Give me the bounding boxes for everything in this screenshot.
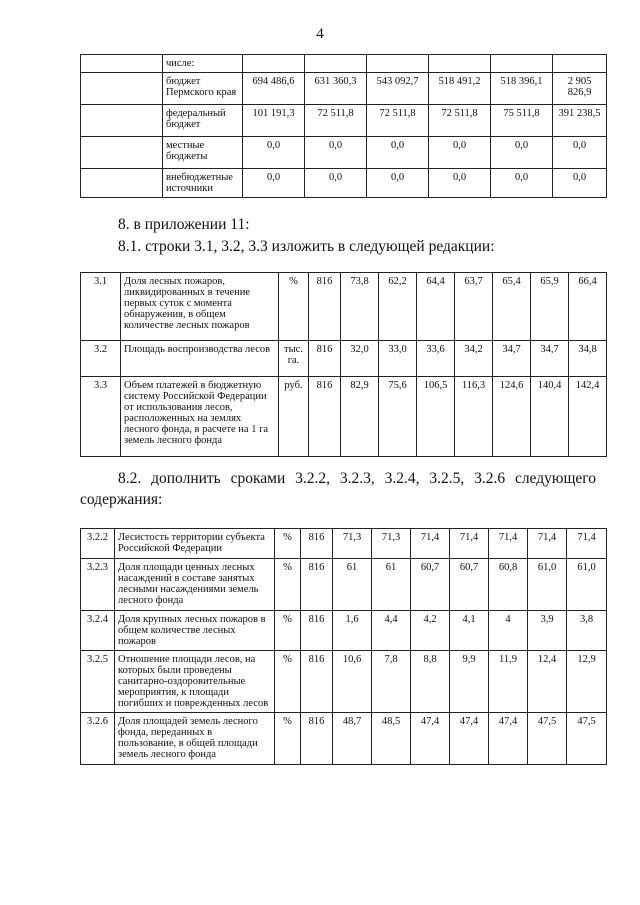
- indicator-value: 47,5: [528, 713, 567, 765]
- indicator-value: 12,9: [567, 651, 607, 713]
- indicator-value: 4,4: [372, 611, 411, 651]
- indicator-value: 75,6: [379, 377, 417, 457]
- indicator-value: 71,4: [528, 529, 567, 559]
- indicator-unit: %: [275, 559, 301, 611]
- funding-value: 0,0: [305, 169, 367, 198]
- indicator-value: 3,8: [567, 611, 607, 651]
- indicator-value: 33,0: [379, 341, 417, 377]
- indicator-unit: тыс. га.: [279, 341, 309, 377]
- indicators-table-2: [80, 528, 607, 765]
- indicators-table-1: [80, 272, 607, 457]
- funding-source-label: бюджет Пермского края: [163, 73, 243, 105]
- indicator-value: 33,6: [417, 341, 455, 377]
- indicator-value: 66,4: [569, 273, 607, 341]
- indicator-row: [81, 559, 607, 611]
- indicator-unit: %: [275, 611, 301, 651]
- funding-table: [80, 54, 607, 198]
- indicator-value: 65,9: [531, 273, 569, 341]
- indicator-gk-code: 816: [301, 611, 333, 651]
- funding-value: [243, 55, 305, 73]
- indicator-value: 71,4: [567, 529, 607, 559]
- funding-source-label: внебюджетные источники: [163, 169, 243, 198]
- funding-value: [553, 55, 607, 73]
- indicator-value: 63,7: [455, 273, 493, 341]
- indicator-unit: %: [275, 651, 301, 713]
- funding-value: 0,0: [305, 137, 367, 169]
- indicator-value: 62,2: [379, 273, 417, 341]
- indicator-name: Доля крупных лесных пожаров в общем количестве лесных пожаров: [115, 611, 275, 651]
- funding-value: 0,0: [491, 169, 553, 198]
- indicator-code: 3.2.2: [81, 529, 115, 559]
- funding-value: 101 191,3: [243, 105, 305, 137]
- section-8-heading: 8. в приложении 11:: [118, 216, 250, 233]
- indicator-gk-code: 816: [301, 651, 333, 713]
- indicator-name: Площадь воспроизводства лесов: [121, 341, 279, 377]
- indicator-value: 64,4: [417, 273, 455, 341]
- funding-value: [429, 55, 491, 73]
- indicator-value: 47,4: [450, 713, 489, 765]
- indicator-value: 60,7: [450, 559, 489, 611]
- funding-value: 0,0: [553, 169, 607, 198]
- indicator-value: 61: [333, 559, 372, 611]
- funding-value: 0,0: [553, 137, 607, 169]
- funding-source-label: федеральный бюджет: [163, 105, 243, 137]
- funding-value: 0,0: [429, 137, 491, 169]
- indicator-value: 34,7: [493, 341, 531, 377]
- funding-value: [305, 55, 367, 73]
- funding-row: [81, 105, 607, 137]
- indicator-value: 34,7: [531, 341, 569, 377]
- funding-row: [81, 169, 607, 198]
- funding-value: 72 511,8: [367, 105, 429, 137]
- indicator-gk-code: 816: [309, 341, 341, 377]
- indicator-value: 71,3: [372, 529, 411, 559]
- indicator-value: 9,9: [450, 651, 489, 713]
- indicator-gk-code: 816: [301, 713, 333, 765]
- indicator-value: 7,8: [372, 651, 411, 713]
- indicator-value: 1,6: [333, 611, 372, 651]
- funding-value: 391 238,5: [553, 105, 607, 137]
- indicator-row: [81, 713, 607, 765]
- indicator-gk-code: 816: [301, 529, 333, 559]
- funding-source-label: числе:: [163, 55, 243, 73]
- indicator-value: 47,5: [567, 713, 607, 765]
- funding-value: [491, 55, 553, 73]
- indicator-code: 3.2.6: [81, 713, 115, 765]
- indicator-name: Доля площадей земель лесного фонда, переданных в пользование, в общей площади земель лесного фонда: [115, 713, 275, 765]
- indicator-name: Объем платежей в бюджетную систему Российской Федерации от использования лесов, расположенных на землях лесного фонда, в расчете на 1 га земель лесного фонда: [121, 377, 279, 457]
- indicator-value: 11,9: [489, 651, 528, 713]
- indicator-value: 48,5: [372, 713, 411, 765]
- page-number: 4: [316, 26, 324, 42]
- indicator-name: Лесистость территории субъекта Российской Федерации: [115, 529, 275, 559]
- indicator-value: 4: [489, 611, 528, 651]
- indicator-value: 47,4: [489, 713, 528, 765]
- indicator-code: 3.1: [81, 273, 121, 341]
- indicator-unit: руб.: [279, 377, 309, 457]
- funding-value: 694 486,6: [243, 73, 305, 105]
- empty-cell: [81, 137, 163, 169]
- indicator-value: 32,0: [341, 341, 379, 377]
- empty-cell: [81, 105, 163, 137]
- indicator-value: 60,7: [411, 559, 450, 611]
- section-8-1-heading: 8.1. строки 3.1, 3.2, 3.3 изложить в следующей редакции:: [118, 238, 495, 255]
- funding-row: [81, 73, 607, 105]
- indicator-value: 3,9: [528, 611, 567, 651]
- indicator-value: 34,8: [569, 341, 607, 377]
- indicator-name: Доля площади ценных лесных насаждений в составе занятых лесными насаждениями земель лесного фонда: [115, 559, 275, 611]
- indicator-name: Доля лесных пожаров, ликвидированных в течение первых суток с момента обнаружения, в общем количестве лесных пожаров: [121, 273, 279, 341]
- funding-value: 0,0: [367, 169, 429, 198]
- indicator-value: 71,4: [489, 529, 528, 559]
- indicator-value: 8,8: [411, 651, 450, 713]
- funding-value: 72 511,8: [305, 105, 367, 137]
- indicator-value: 61,0: [567, 559, 607, 611]
- indicator-value: 65,4: [493, 273, 531, 341]
- funding-value: 0,0: [429, 169, 491, 198]
- funding-value: 0,0: [243, 169, 305, 198]
- indicator-value: 140,4: [531, 377, 569, 457]
- indicator-code: 3.2: [81, 341, 121, 377]
- indicator-value: 60,8: [489, 559, 528, 611]
- indicator-row: [81, 529, 607, 559]
- funding-source-label: местные бюджеты: [163, 137, 243, 169]
- empty-cell: [81, 55, 163, 73]
- indicator-value: 34,2: [455, 341, 493, 377]
- indicator-row: [81, 273, 607, 341]
- indicator-value: 73,8: [341, 273, 379, 341]
- indicator-value: 61: [372, 559, 411, 611]
- indicator-value: 116,3: [455, 377, 493, 457]
- empty-cell: [81, 169, 163, 198]
- indicator-row: [81, 341, 607, 377]
- section-8-2-line-2: содержания:: [80, 491, 163, 508]
- funding-value: 2 905 826,9: [553, 73, 607, 105]
- indicator-value: 4,1: [450, 611, 489, 651]
- funding-value: 75 511,8: [491, 105, 553, 137]
- indicator-code: 3.3: [81, 377, 121, 457]
- funding-value: 0,0: [491, 137, 553, 169]
- indicator-code: 3.2.5: [81, 651, 115, 713]
- indicator-value: 10,6: [333, 651, 372, 713]
- funding-value: 0,0: [243, 137, 305, 169]
- indicator-row: [81, 611, 607, 651]
- funding-value: [367, 55, 429, 73]
- indicator-value: 71,4: [411, 529, 450, 559]
- indicator-code: 3.2.4: [81, 611, 115, 651]
- funding-value: 631 360,3: [305, 73, 367, 105]
- section-8-2-line-1: 8.2. дополнить сроками 3.2.2, 3.2.3, 3.2.4, 3.2.5, 3.2.6 следующего: [118, 470, 596, 487]
- indicator-row: [81, 377, 607, 457]
- indicator-value: 82,9: [341, 377, 379, 457]
- funding-value: 543 092,7: [367, 73, 429, 105]
- indicator-unit: %: [275, 529, 301, 559]
- indicator-gk-code: 816: [309, 273, 341, 341]
- indicator-value: 61,0: [528, 559, 567, 611]
- indicator-value: 142,4: [569, 377, 607, 457]
- funding-value: 518 396,1: [491, 73, 553, 105]
- indicator-value: 106,5: [417, 377, 455, 457]
- indicator-unit: %: [275, 713, 301, 765]
- indicator-value: 71,4: [450, 529, 489, 559]
- indicator-value: 47,4: [411, 713, 450, 765]
- indicator-value: 124,6: [493, 377, 531, 457]
- indicator-gk-code: 816: [301, 559, 333, 611]
- indicator-value: 12,4: [528, 651, 567, 713]
- funding-value: 0,0: [367, 137, 429, 169]
- indicator-code: 3.2.3: [81, 559, 115, 611]
- indicator-name: Отношение площади лесов, на которых были проведены санитарно-оздоровительные мероприятия, к площади погибших и поврежденных лесов: [115, 651, 275, 713]
- indicator-unit: %: [279, 273, 309, 341]
- indicator-gk-code: 816: [309, 377, 341, 457]
- funding-row: [81, 137, 607, 169]
- indicator-value: 4,2: [411, 611, 450, 651]
- indicator-value: 71,3: [333, 529, 372, 559]
- indicator-row: [81, 651, 607, 713]
- indicator-value: 48,7: [333, 713, 372, 765]
- funding-row: [81, 55, 607, 73]
- funding-value: 72 511,8: [429, 105, 491, 137]
- empty-cell: [81, 73, 163, 105]
- funding-value: 518 491,2: [429, 73, 491, 105]
